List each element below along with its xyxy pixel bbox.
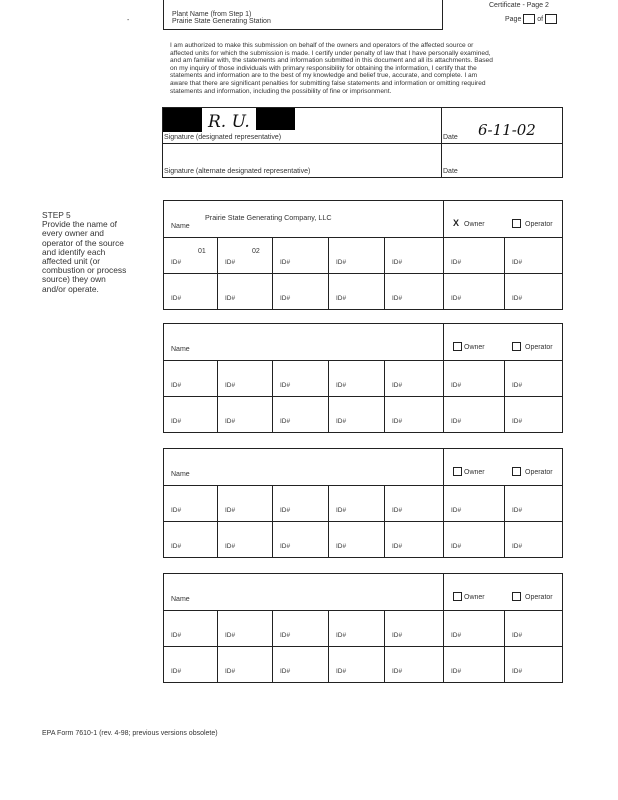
unit-id-field[interactable]: [164, 397, 216, 431]
unit-id-field[interactable]: [329, 611, 383, 645]
page-total-field[interactable]: [545, 14, 557, 24]
unit-id-label: ID#: [451, 418, 462, 425]
owner-checkbox[interactable]: [453, 342, 462, 351]
unit-id-field[interactable]: [444, 611, 503, 645]
unit-id-field[interactable]: [444, 486, 503, 520]
unit-id-label: ID#: [225, 295, 236, 302]
unit-id-value: 01: [198, 248, 206, 255]
of-label: of: [537, 15, 544, 23]
date-label: Date: [443, 134, 458, 141]
unit-id-field[interactable]: [164, 522, 216, 556]
unit-id-label: ID#: [336, 668, 347, 675]
unit-id-field[interactable]: [505, 397, 562, 431]
owner-checkbox[interactable]: [453, 592, 462, 601]
unit-id-field[interactable]: [218, 647, 271, 681]
step5-line: affected unit (or: [42, 256, 101, 267]
unit-id-field[interactable]: [505, 238, 562, 272]
unit-id-label: ID#: [512, 507, 523, 514]
owner-label: Owner: [464, 594, 485, 601]
unit-id-label: ID#: [336, 259, 347, 266]
form-identifier: EPA Form 7610-1 (rev. 4-98; previous versions obsolete): [42, 730, 218, 737]
unit-id-label: ID#: [171, 668, 182, 675]
unit-id-label: ID#: [336, 507, 347, 514]
cert-line: and am familiar with, the statements and information submitted in this document and all its attachments. Based: [170, 57, 493, 65]
unit-id-field[interactable]: [273, 486, 327, 520]
unit-id-field[interactable]: [385, 611, 442, 645]
unit-id-field[interactable]: [273, 238, 327, 272]
unit-id-field[interactable]: [273, 274, 327, 308]
unit-id-field[interactable]: [218, 397, 271, 431]
unit-id-label: ID#: [280, 418, 291, 425]
unit-id-field[interactable]: [385, 522, 442, 556]
unit-id-label: ID#: [451, 507, 462, 514]
unit-id-label: ID#: [336, 543, 347, 550]
unit-id-label: ID#: [512, 543, 523, 550]
operator-label: Operator: [525, 344, 553, 351]
unit-id-label: ID#: [392, 668, 403, 675]
signature-alternate-label: Signature (alternate designated representative): [164, 168, 311, 175]
unit-id-label: ID#: [225, 632, 236, 639]
unit-id-label: ID#: [225, 668, 236, 675]
plant-box-bottom-edge: [163, 29, 443, 30]
unit-id-label: ID#: [280, 259, 291, 266]
date-label: Date: [443, 168, 458, 175]
cert-line: I am authorized to make this submission on behalf of the owners and operators of the affected source or: [170, 42, 474, 49]
unit-id-field[interactable]: [385, 647, 442, 681]
unit-id-label: ID#: [336, 632, 347, 639]
name-divider: [443, 573, 444, 610]
unit-id-field[interactable]: [164, 274, 216, 308]
unit-id-label: ID#: [512, 632, 523, 639]
unit-id-label: ID#: [225, 507, 236, 514]
cert-line: on my inquiry of those individuals with primary responsibility for obtaining the information, I certify that the: [170, 64, 477, 72]
redaction-box: [256, 108, 295, 130]
unit-id-label: ID#: [451, 295, 462, 302]
owner-label: Owner: [464, 469, 485, 476]
unit-id-field[interactable]: [218, 486, 271, 520]
cert-line: statements and information, including the possibility of fine or imprisonment.: [170, 87, 392, 95]
unit-id-label: ID#: [171, 382, 182, 389]
unit-id-field[interactable]: [385, 486, 442, 520]
unit-id-label: ID#: [225, 382, 236, 389]
owner-name-label: Name: [171, 596, 190, 603]
unit-id-label: ID#: [451, 543, 462, 550]
unit-id-label: ID#: [280, 632, 291, 639]
unit-id-label: ID#: [171, 507, 182, 514]
unit-id-field[interactable]: [273, 522, 327, 556]
name-divider: [443, 200, 444, 237]
unit-id-field[interactable]: [218, 522, 271, 556]
unit-id-field[interactable]: [329, 238, 383, 272]
unit-id-field[interactable]: [505, 522, 562, 556]
unit-id-label: ID#: [392, 543, 403, 550]
unit-id-field[interactable]: [218, 238, 271, 272]
step5-instructions: [42, 211, 126, 294]
unit-id-label: ID#: [512, 259, 523, 266]
unit-id-field[interactable]: [273, 647, 327, 681]
operator-label: Operator: [525, 221, 553, 228]
unit-id-label: ID#: [392, 507, 403, 514]
unit-id-field[interactable]: [329, 486, 383, 520]
unit-id-field[interactable]: [444, 522, 503, 556]
owner-name-label: Name: [171, 471, 190, 478]
unit-id-label: ID#: [171, 295, 182, 302]
unit-id-field[interactable]: [218, 611, 271, 645]
step5-line: and/or operate.: [42, 283, 99, 294]
page-number-field[interactable]: [523, 14, 535, 24]
unit-id-field[interactable]: [505, 361, 562, 395]
unit-id-field[interactable]: [385, 397, 442, 431]
plant-box-right-edge: [442, 0, 443, 30]
owner-checkbox[interactable]: X: [453, 218, 460, 228]
operator-label: Operator: [525, 594, 553, 601]
unit-id-label: ID#: [512, 295, 523, 302]
unit-id-label: ID#: [392, 418, 403, 425]
unit-id-field[interactable]: [164, 238, 216, 272]
unit-id-field[interactable]: [164, 361, 216, 395]
unit-id-field[interactable]: [329, 361, 383, 395]
cert-line: statements and information are to the best of my knowledge and belief true, accurate, and complete. I am: [170, 72, 478, 80]
operator-label: Operator: [525, 469, 553, 476]
unit-id-label: ID#: [336, 295, 347, 302]
unit-id-label: ID#: [171, 418, 182, 425]
unit-id-field[interactable]: [273, 361, 327, 395]
unit-id-field[interactable]: [329, 522, 383, 556]
unit-id-label: ID#: [171, 632, 182, 639]
unit-id-field[interactable]: [385, 274, 442, 308]
unit-id-field[interactable]: [385, 238, 442, 272]
operator-checkbox[interactable]: [512, 592, 521, 601]
unit-id-label: ID#: [336, 418, 347, 425]
step5-line: every owner and: [42, 228, 104, 239]
unit-id-label: ID#: [171, 543, 182, 550]
signature-designated-label: Signature (designated representative): [164, 134, 282, 141]
operator-checkbox[interactable]: [512, 342, 521, 351]
unit-id-label: ID#: [392, 259, 403, 266]
unit-id-field[interactable]: [164, 647, 216, 681]
step5-heading: STEP 5: [42, 210, 71, 220]
unit-id-label: ID#: [451, 259, 462, 266]
unit-id-field[interactable]: [329, 274, 383, 308]
operator-checkbox[interactable]: [512, 467, 521, 476]
unit-id-field[interactable]: [329, 647, 383, 681]
unit-id-value: 02: [252, 248, 260, 255]
signature-handwriting: R. U.: [208, 112, 250, 132]
unit-id-label: ID#: [451, 632, 462, 639]
redaction-box: [163, 108, 202, 132]
unit-id-field[interactable]: [218, 274, 271, 308]
plant-name-value: Prairie State Generating Station: [172, 18, 271, 25]
unit-id-label: ID#: [512, 382, 523, 389]
unit-id-label: ID#: [512, 668, 523, 675]
unit-id-label: ID#: [512, 418, 523, 425]
cert-line: aware that there are significant penalties for submitting false statements and information or omitting required: [170, 79, 486, 87]
owner-name-value[interactable]: Prairie State Generating Company, LLC: [205, 213, 332, 222]
unit-id-label: ID#: [392, 295, 403, 302]
page-indicator: [505, 14, 557, 24]
cert-line: affected units for which the submission is made. I certify under penalty of law that I have personally examined,: [170, 49, 491, 57]
unit-id-field[interactable]: [273, 611, 327, 645]
margin-mark: -: [127, 17, 130, 24]
plant-box-left-edge: [163, 0, 164, 30]
owner-label: Owner: [464, 344, 485, 351]
unit-id-label: ID#: [451, 668, 462, 675]
page-label: Page: [505, 15, 522, 23]
unit-id-field[interactable]: [444, 361, 503, 395]
unit-id-field[interactable]: [164, 486, 216, 520]
step5-line: operator of the source: [42, 237, 124, 248]
plant-name-label: Plant Name (from Step 1): [172, 11, 252, 18]
step5-line: and identify each: [42, 246, 106, 257]
certificate-page-title: Certificate - Page 2: [489, 2, 549, 9]
step5-line: Provide the name of: [42, 219, 117, 230]
unit-id-field[interactable]: [444, 397, 503, 431]
step5-line: source) they own: [42, 274, 106, 285]
unit-id-label: ID#: [225, 543, 236, 550]
unit-id-label: ID#: [280, 507, 291, 514]
unit-id-field[interactable]: [444, 647, 503, 681]
unit-id-field[interactable]: [329, 397, 383, 431]
unit-id-field[interactable]: [505, 274, 562, 308]
unit-id-label: ID#: [280, 382, 291, 389]
unit-id-label: ID#: [171, 259, 182, 266]
unit-id-label: ID#: [392, 382, 403, 389]
unit-id-label: ID#: [225, 418, 236, 425]
unit-id-field[interactable]: [164, 611, 216, 645]
owner-name-label: Name: [171, 346, 190, 353]
unit-id-label: ID#: [280, 543, 291, 550]
unit-id-label: ID#: [336, 382, 347, 389]
unit-id-field[interactable]: [505, 611, 562, 645]
unit-id-label: ID#: [280, 295, 291, 302]
owner-checkbox[interactable]: [453, 467, 462, 476]
unit-id-field[interactable]: [385, 361, 442, 395]
operator-checkbox[interactable]: [512, 219, 521, 228]
certification-statement: [170, 42, 565, 95]
owner-name-label: Name: [171, 223, 190, 230]
unit-id-field[interactable]: [444, 274, 503, 308]
name-divider: [443, 323, 444, 360]
unit-id-label: ID#: [392, 632, 403, 639]
owner-label: Owner: [464, 221, 485, 228]
unit-id-field[interactable]: [505, 647, 562, 681]
step5-line: combustion or process: [42, 265, 127, 276]
unit-id-field[interactable]: [505, 486, 562, 520]
unit-id-label: ID#: [451, 382, 462, 389]
unit-id-label: ID#: [225, 259, 236, 266]
unit-id-field[interactable]: [444, 238, 503, 272]
unit-id-label: ID#: [280, 668, 291, 675]
name-divider: [443, 448, 444, 485]
unit-id-field[interactable]: [218, 361, 271, 395]
date-handwriting: 6-11-02: [478, 121, 536, 139]
unit-id-field[interactable]: [273, 397, 327, 431]
date-column-divider: [441, 107, 442, 178]
signature-divider: [162, 143, 563, 144]
